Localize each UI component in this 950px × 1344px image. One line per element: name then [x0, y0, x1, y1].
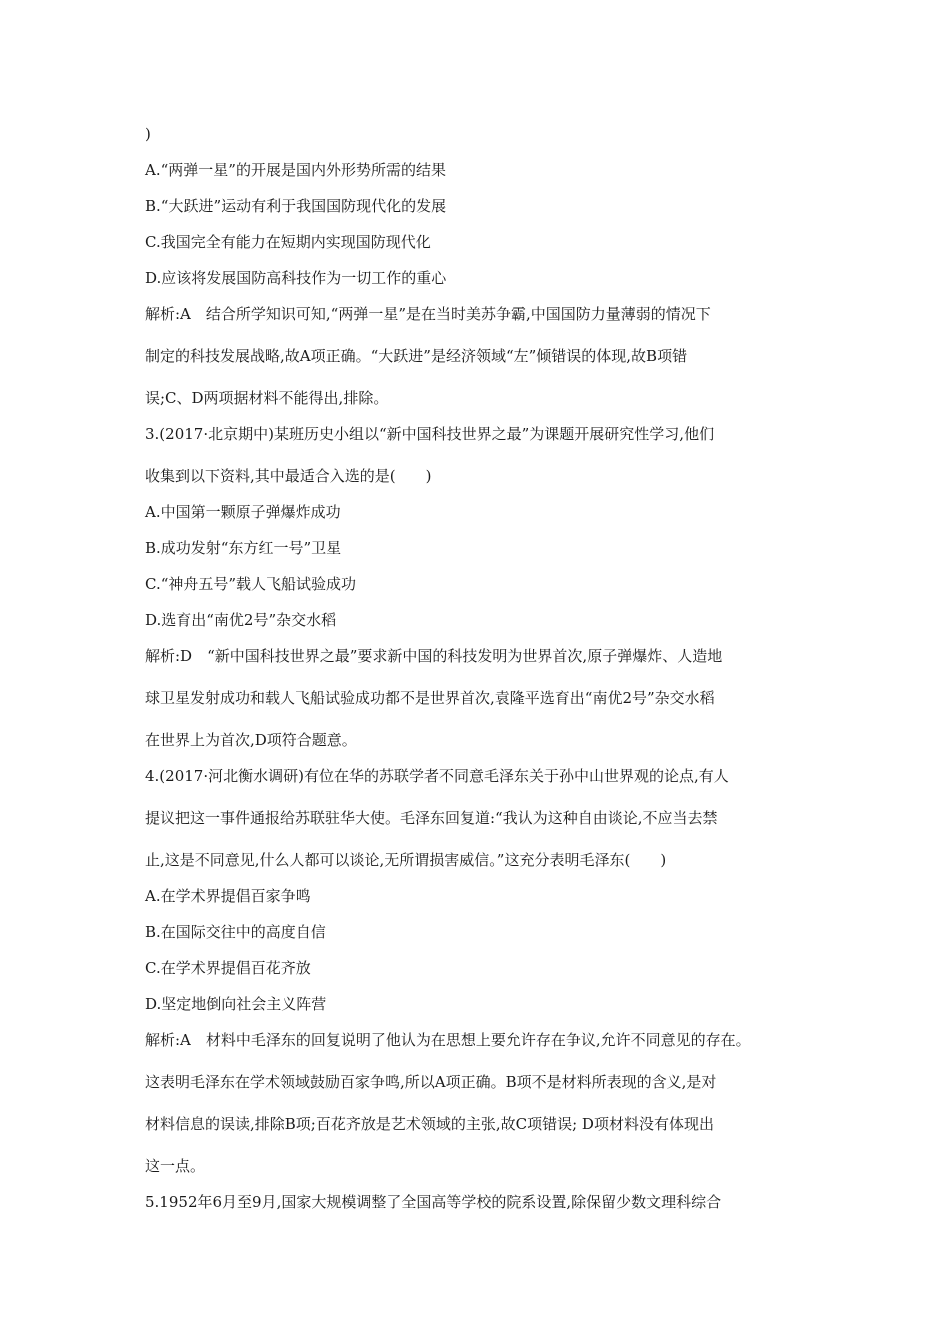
analysis-line: 球卫星发射成功和载人飞船试验成功都不是世界首次,袁隆平选育出“南优2号”杂交水稻 [145, 689, 715, 707]
analysis-line: 解析:A 结合所学知识可知,“两弹一星”是在当时美苏争霸,中国国防力量薄弱的情况下 [145, 305, 711, 323]
option-a: A.中国第一颗原子弹爆炸成功 [145, 503, 341, 521]
analysis-line: 这一点。 [145, 1157, 206, 1175]
text-line: ) [145, 125, 151, 143]
option-c: C.在学术界提倡百花齐放 [145, 959, 311, 977]
analysis-line: 这表明毛泽东在学术领域鼓励百家争鸣,所以A项正确。B项不是材料所表现的含义,是对 [145, 1073, 717, 1091]
option-b: B.成功发射“东方红一号”卫星 [145, 539, 342, 557]
option-d: D.应该将发展国防高科技作为一切工作的重心 [145, 269, 447, 287]
option-b: B.在国际交往中的高度自信 [145, 923, 326, 941]
option-c: C.我国完全有能力在短期内实现国防现代化 [145, 233, 431, 251]
option-b: B.“大跃进”运动有利于我国国防现代化的发展 [145, 197, 447, 215]
analysis-line: 制定的科技发展战略,故A项正确。“大跃进”是经济领域“左”倾错误的体现,故B项错 [145, 347, 688, 365]
option-c: C.“神舟五号”载人飞船试验成功 [145, 575, 357, 593]
question-3: 3.(2017·北京期中)某班历史小组以“新中国科技世界之最”为课题开展研究性学习,他们 [145, 425, 715, 443]
analysis-line: 解析:D “新中国科技世界之最”要求新中国的科技发明为世界首次,原子弹爆炸、人造地 [145, 647, 723, 665]
question-3-cont: 收集到以下资料,其中最适合入选的是( ) [145, 467, 432, 485]
analysis-line: 材料信息的误读,排除B项;百花齐放是艺术领域的主张,故C项错误; D项材料没有体现出 [145, 1115, 714, 1133]
document-body [145, 122, 815, 1214]
question-5: 5.1952年6月至9月,国家大规模调整了全国高等学校的院系设置,除保留少数文理科综合 [145, 1193, 722, 1211]
option-a: A.在学术界提倡百家争鸣 [145, 887, 311, 905]
question-4: 4.(2017·河北衡水调研)有位在华的苏联学者不同意毛泽东关于孙中山世界观的论点,有人 [145, 767, 729, 785]
option-d: D.选育出“南优2号”杂交水稻 [145, 611, 337, 629]
analysis-line: 在世界上为首次,D项符合题意。 [145, 731, 357, 749]
analysis-line: 误;C、D两项据材料不能得出,排除。 [145, 389, 389, 407]
question-4-cont: 提议把这一事件通报给苏联驻华大使。毛泽东回复道:“我认为这种自由谈论,不应当去禁 [145, 809, 718, 827]
option-a: A.“两弹一星”的开展是国内外形势所需的结果 [145, 161, 446, 179]
analysis-line: 解析:A 材料中毛泽东的回复说明了他认为在思想上要允许存在争议,允许不同意见的存在。 [145, 1031, 751, 1049]
option-d: D.坚定地倒向社会主义阵营 [145, 995, 327, 1013]
question-4-cont: 止,这是不同意见,什么人都可以谈论,无所谓损害威信。”这充分表明毛泽东( ) [145, 851, 667, 869]
